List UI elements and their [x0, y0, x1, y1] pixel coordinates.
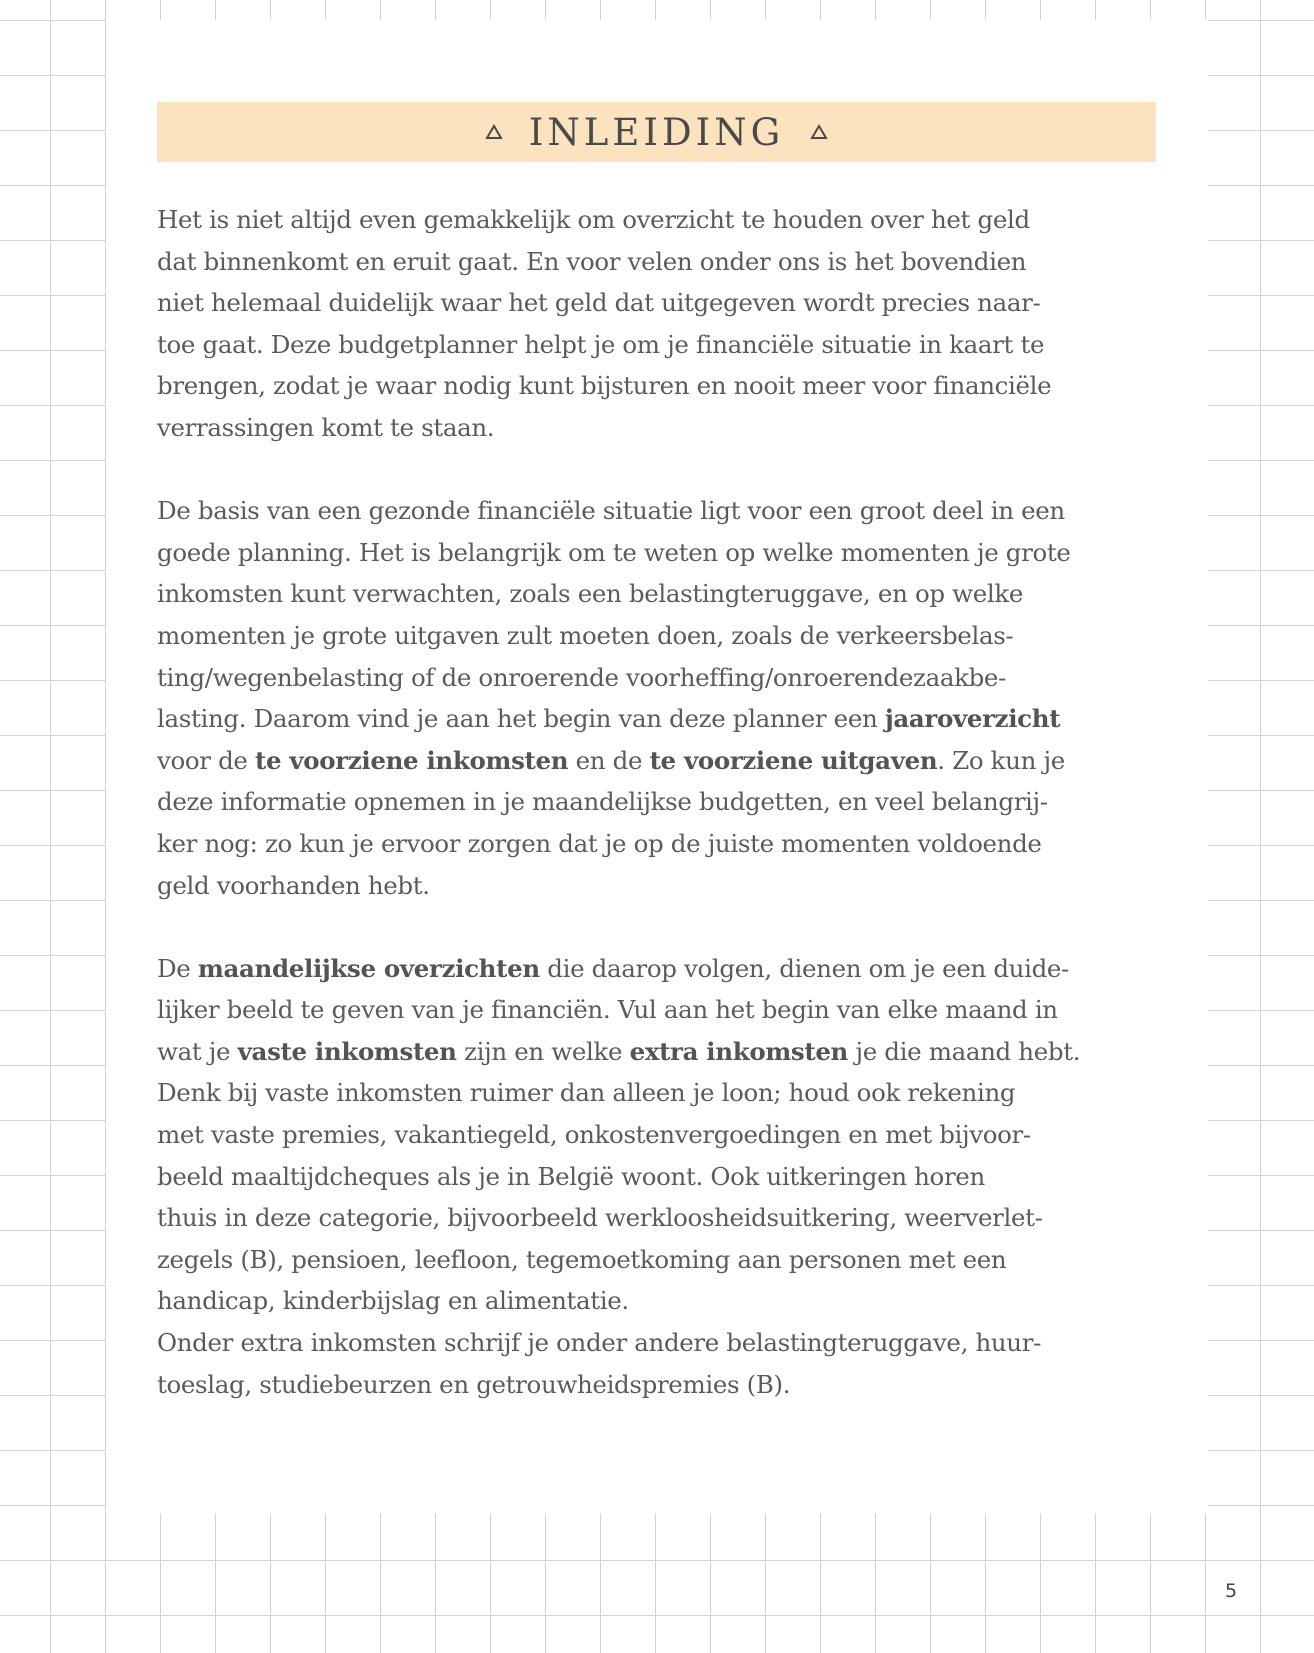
emphasis-term: maandelijkse overzichten: [197, 953, 540, 983]
text-line: Onder extra inkomsten schrijf je onder andere belastingteruggave, huur-: [157, 1328, 1042, 1358]
text-line: Het is niet altijd even gemakkelijk om overzicht te houden over het geld: [157, 205, 1030, 234]
page-number: 5: [1225, 1580, 1238, 1602]
text-line: geld voorhanden hebt.: [157, 870, 430, 900]
text-line: niet helemaal duidelijk waar het geld dat uitgegeven wordt precies naar-: [157, 288, 1041, 318]
emphasis-term: extra inkomsten: [629, 1036, 849, 1066]
text-line: voor de te voorziene inkomsten en de te voorziene uitgaven. Zo kun je: [157, 745, 1065, 775]
text-line: wat je vaste inkomsten zijn en welke extra inkomsten je die maand hebt.: [157, 1036, 1081, 1066]
text-line: thuis in deze categorie, bijvoorbeeld werkloosheidsuitkering, weerverlet-: [157, 1203, 1043, 1233]
text-line: brengen, zodat je waar nodig kunt bijsturen en nooit meer voor financiële: [157, 371, 1052, 401]
emphasis-term: vaste inkomsten: [237, 1036, 457, 1066]
text-line: beeld maaltijdcheques als je in België woont. Ook uitkeringen horen: [157, 1161, 985, 1191]
paragraph: [157, 199, 1167, 449]
text-line: lasting. Daarom vind je aan het begin van deze planner een jaaroverzicht: [157, 704, 1061, 734]
text-line: goede planning. Het is belangrijk om te weten op welke momenten je grote: [157, 537, 1071, 567]
text-line: toeslag, studiebeurzen en getrouwheidspremies (B).: [157, 1369, 791, 1399]
emphasis-term: te voorziene inkomsten: [255, 745, 569, 775]
text-line: toe gaat. Deze budgetplanner helpt je om je financiële situatie in kaart te: [157, 329, 1045, 359]
text-line: ting/wegenbelasting of de onroerende voorheffing/onroerendezaakbe-: [157, 662, 1006, 692]
text-line: De basis van een gezonde financiële situatie ligt voor een groot deel in een: [157, 496, 1065, 526]
text-line: deze informatie opnemen in je maandelijkse budgetten, en veel belangrij-: [157, 787, 1048, 817]
text-line: verrassingen komt te staan.: [157, 412, 495, 442]
text-line: handicap, kinderbijslag en alimentatie.: [157, 1286, 629, 1316]
intro-text: [157, 199, 1167, 1405]
text-line: zegels (B), pensioen, leefloon, tegemoetkoming aan personen met een: [157, 1244, 1007, 1274]
text-line: Denk bij vaste inkomsten ruimer dan alleen je loon; houd ook rekening: [157, 1078, 1016, 1108]
text-line: met vaste premies, vakantiegeld, onkostenvergoedingen en met bijvoor-: [157, 1120, 1031, 1150]
text-line: lijker beeld te geven van je financiën. Vul aan het begin van elke maand in: [157, 995, 1058, 1025]
text-line: De maandelijkse overzichten die daarop volgen, dienen om je een duide-: [157, 953, 1069, 983]
text-line: inkomsten kunt verwachten, zoals een belastingteruggave, en op welke: [157, 579, 1024, 609]
triangle-right-icon: [810, 124, 828, 140]
emphasis-term: te voorziene uitgaven: [649, 745, 938, 775]
paragraph: [157, 490, 1167, 906]
section-header: [157, 102, 1156, 162]
page-title: INLEIDING: [528, 110, 785, 154]
paragraph: [157, 948, 1167, 1406]
text-line: dat binnenkomt en eruit gaat. En voor velen onder ons is het bovendien: [157, 246, 1027, 276]
text-line: ker nog: zo kun je ervoor zorgen dat je op de juiste momenten voldoende: [157, 828, 1042, 858]
triangle-left-icon: [485, 124, 503, 140]
emphasis-term: jaaroverzicht: [884, 704, 1061, 734]
text-line: momenten je grote uitgaven zult moeten doen, zoals de verkeersbelas-: [157, 620, 1014, 650]
